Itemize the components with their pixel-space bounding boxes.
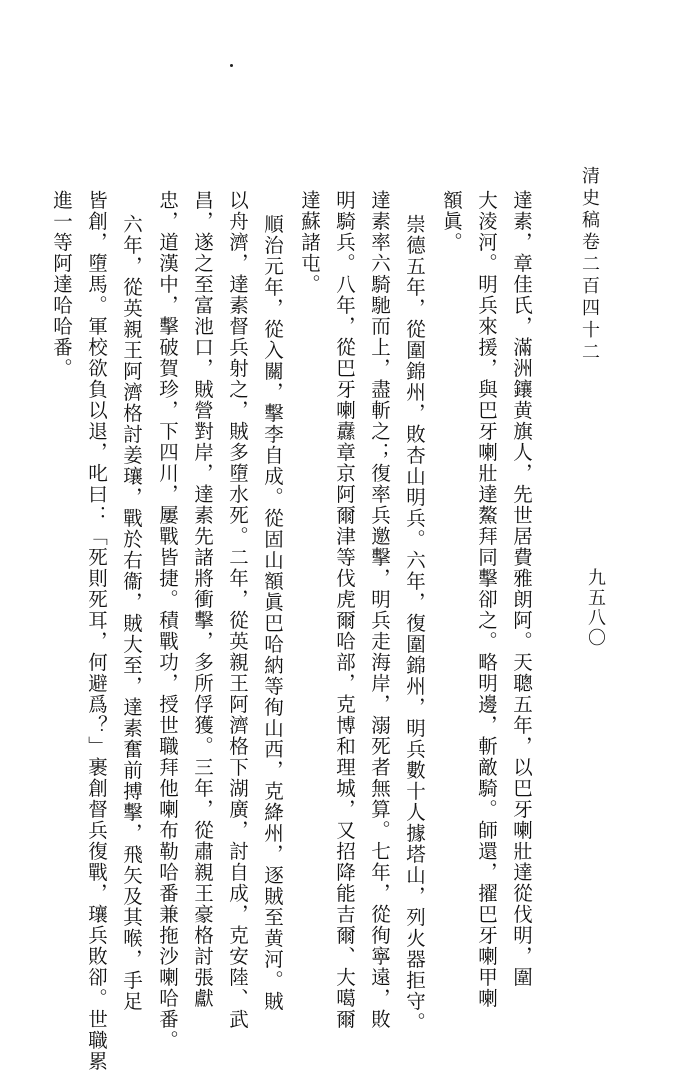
text-column: 額眞。 — [440, 190, 463, 253]
text-column: 崇德五年，從圍錦州，敗杏山明兵。六年，復圍錦州，明兵數十人據塔山，列火器拒守。 — [403, 214, 426, 1033]
text-column: 忠，道漢中，擊破賀珍，下四川，屢戰皆捷。積戰功，授世職拜他喇布勒哈番兼拖沙喇哈番。 — [156, 190, 179, 1051]
text-column: 以舟濟，達素督兵射之，賊多墮水死。二年，從英親王阿濟格下湖廣，討自成，克安陸、武 — [226, 190, 249, 1030]
ink-speck — [230, 64, 233, 67]
text-column: 六年，從英親王阿濟格討姜瓖，戰於右衞，賊大至，達素奮前搏擊，飛矢及其喉，手足 — [120, 214, 143, 1012]
text-column: 達素率六騎馳而上，盡斬之；復率兵邀擊，明兵走海岸，溺死者無算。七年，從徇寧遠，敗 — [368, 190, 391, 1030]
text-column: 達蘇諸屯。 — [298, 190, 321, 295]
text-column: 順治元年，從入關，擊李自成。從固山額眞巴哈納等徇山西，克絳州，逐賊至黄河。賊 — [261, 214, 284, 1012]
text-column: 大淩河。明兵來援，與巴牙喇壯達鰲拜同擊卻之。略明邊，斬敵騎。師還，擢巴牙喇甲喇 — [475, 190, 498, 1009]
text-column: 進一等阿達哈哈番。 — [50, 190, 73, 379]
running-header: 清史稿卷二百四十二 — [579, 166, 600, 364]
text-column: 皆創，墮馬。軍校欲負以退，叱曰：「死則死耳，何避爲？」裹創督兵復戰，瓖兵敗卻。世職累 — [85, 190, 108, 1072]
text-column: 明騎兵。八年，從巴牙喇纛章京阿爾津等伐虎爾哈部，克博和理城，又招降能吉爾、大噶爾 — [333, 190, 356, 1030]
text-column: 達素，章佳氏，滿洲鑲黄旗人，先世居費雅朗阿。天聰五年，以巴牙喇壯達從伐明，圍 — [510, 190, 533, 988]
text-column: 昌，遂之至富池口，賊營對岸，達素先諸將衝擊，多所俘獲。三年，從肅親王豪格討張獻 — [191, 190, 214, 1009]
page-number: 九五八〇 — [585, 568, 606, 648]
